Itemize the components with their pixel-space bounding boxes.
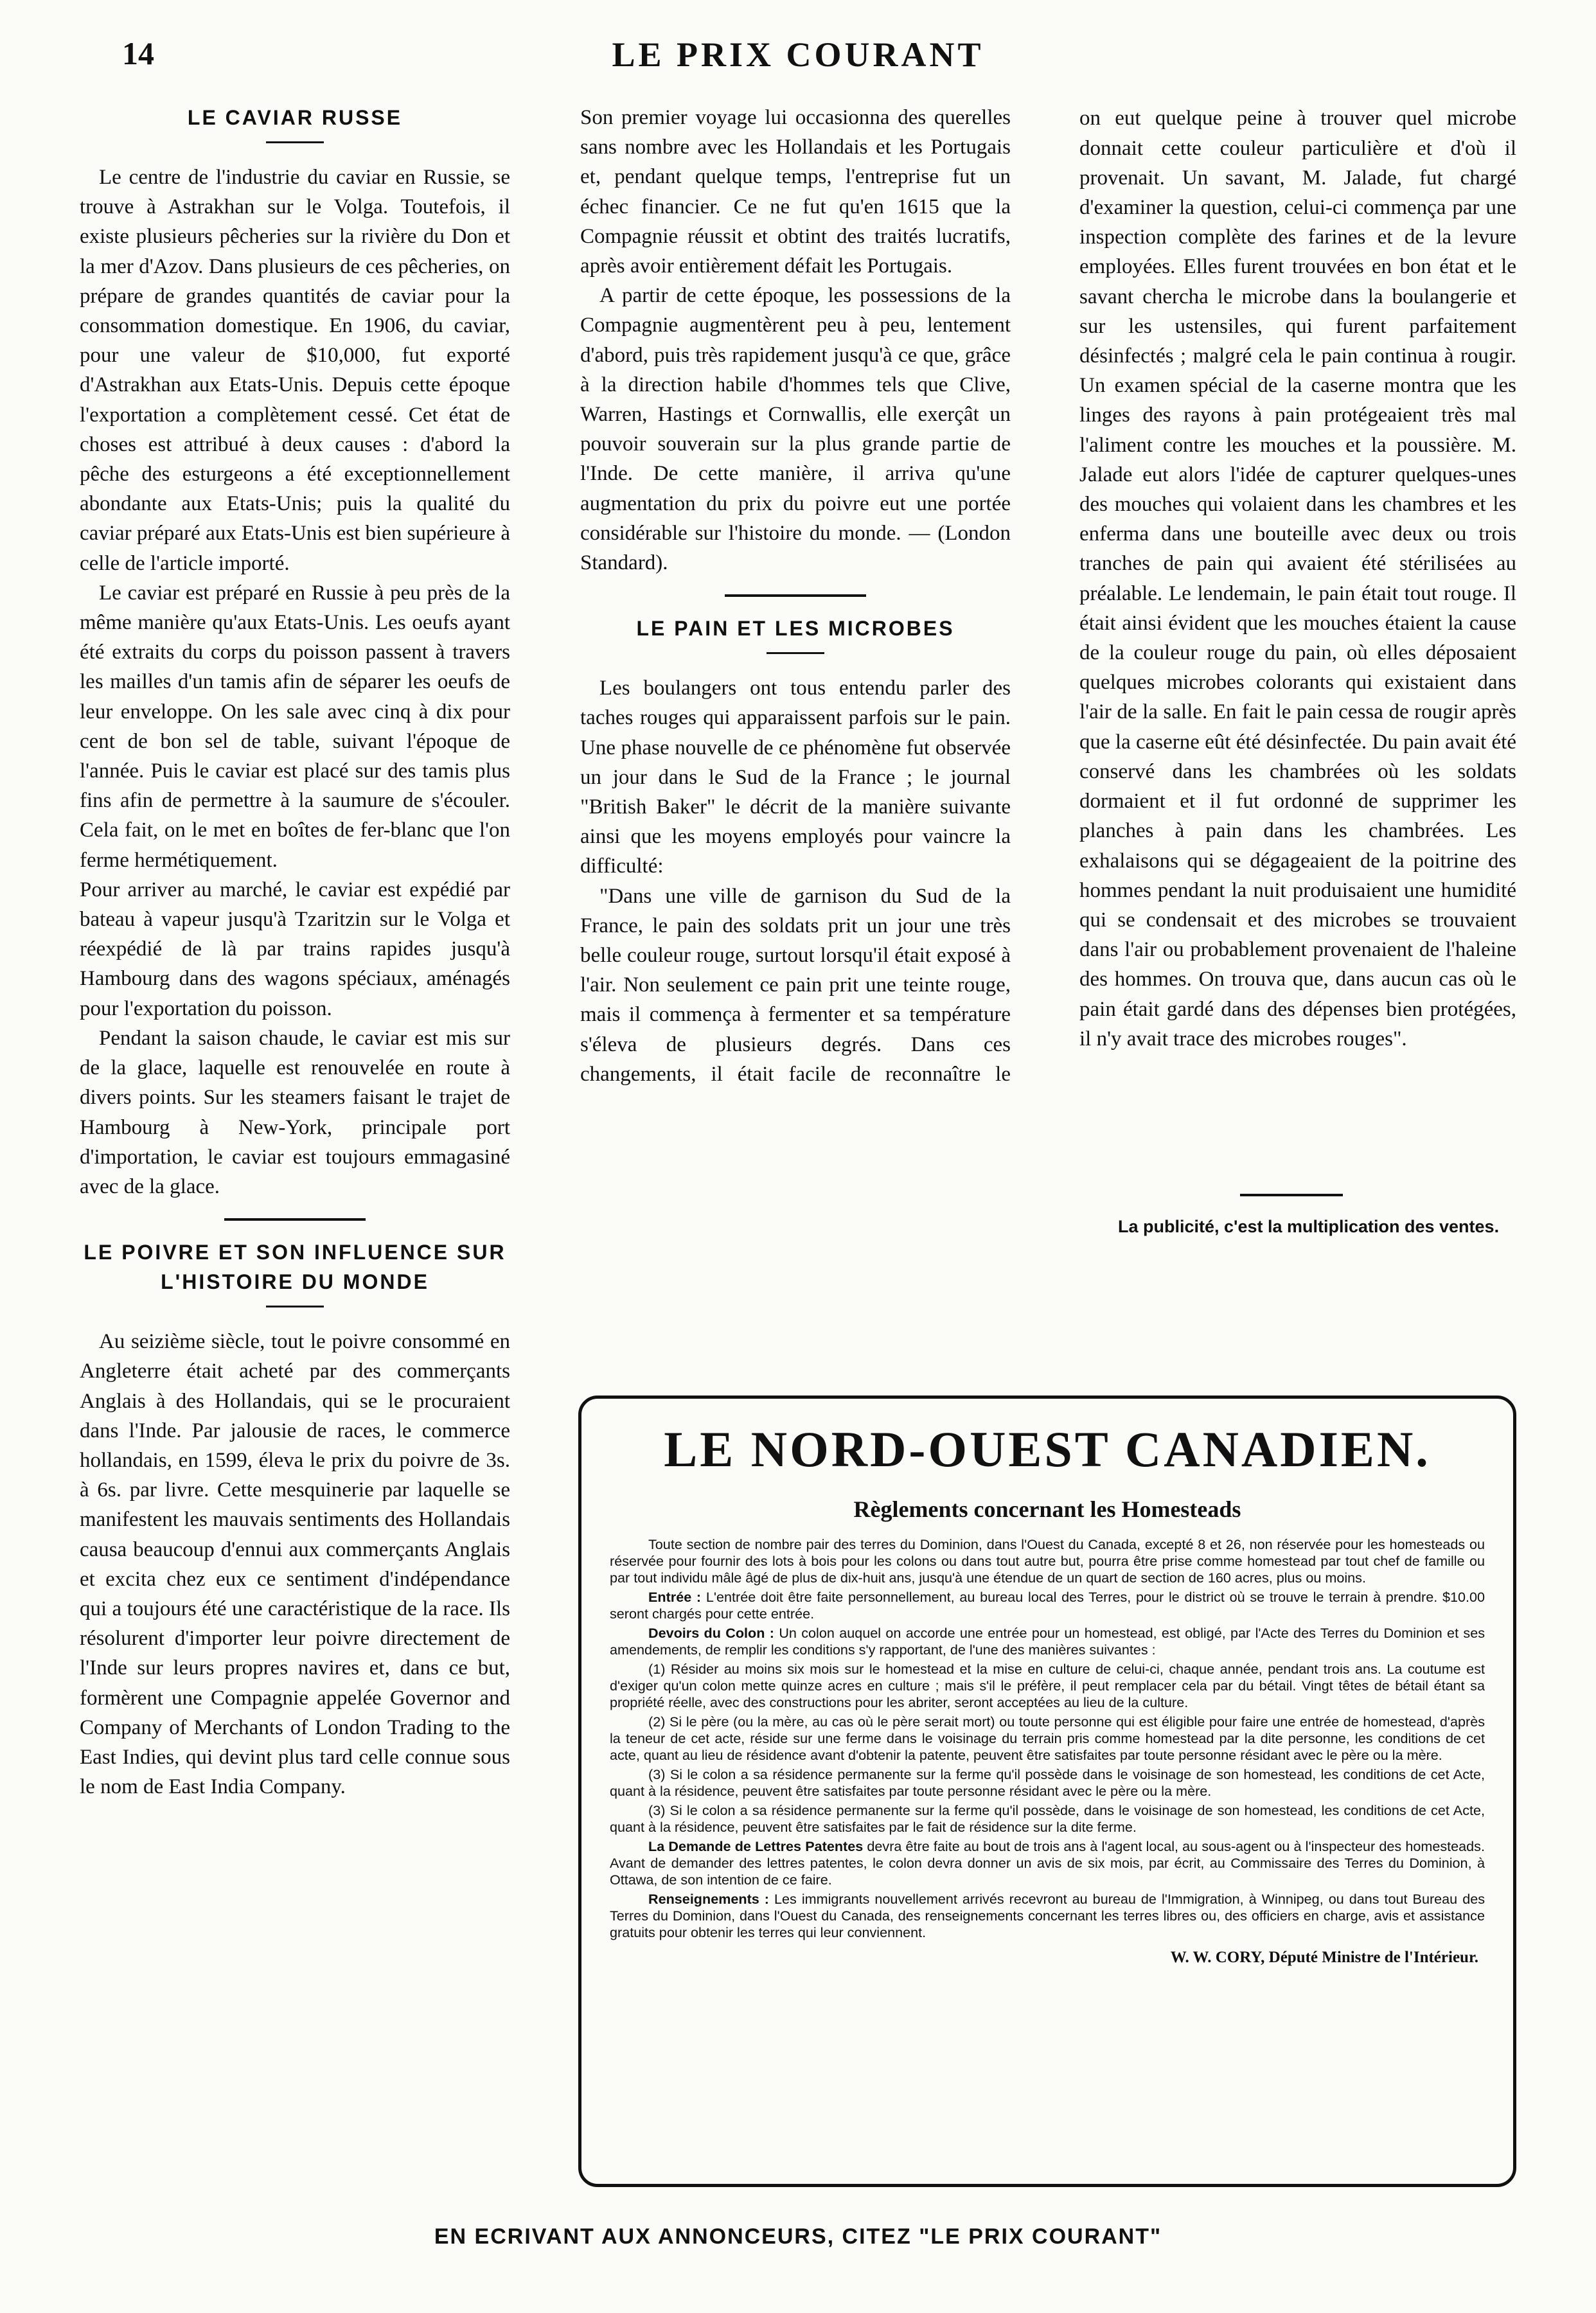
notice-title: LE NORD-OUEST CANADIEN. (664, 1421, 1431, 1477)
column-left (80, 103, 510, 1802)
title-rule (266, 141, 324, 143)
poivre-paragraph: Son premier voyage lui occasionna des querelles sans nombre avec les Hollandais et les Portugais et, pendant quelque temps, l'entreprise fut un échec financier. Ce ne fut qu'en 1615 que la Compagnie réussit et obtint des traités lucratifs, après avoir entièrement défait les Portugais. (580, 106, 1011, 278)
publicity-note: La publicité, c'est la multiplication des ventes. (1118, 1217, 1500, 1236)
notice-devoirs-label: Devoirs du Colon : (648, 1625, 774, 1641)
title-rule (266, 1306, 324, 1307)
notice-entree-label: Entrée : (648, 1589, 702, 1605)
page-title: LE PRIX COURANT (612, 35, 984, 74)
caviar-paragraph: Pour arriver au marché, le caviar est expédié par bateau à vapeur jusqu'à Tzaritzin sur le Volga et réexpédié de là par trains rapides jusqu'à Hambourg dans des wagons spéciaux, aménagés pour l'exportation du poisson. (80, 878, 510, 1020)
notice-entree (610, 1589, 1485, 1622)
notice-demande-text: devra être faite au bout de trois ans à l'agent local, au sous-agent ou à l'inspecteur des homesteads. Avant de demander des lettres patentes, le colon devra donner un avis de six mois, par écrit, au Commissaire des Terres du Dominion, à Ottawa, de son intention de ce faire. (610, 1838, 1485, 1888)
page-number: 14 (122, 35, 154, 71)
column-right (1079, 103, 1516, 1241)
notice-item: (3) Si le colon a sa résidence permanente sur la ferme qu'il possède dans le voisinage de son homestead, les conditions de cet Acte, quant à la résidence, peuvent être satisfaites par toute personne résidant avec le père ou la mère. (610, 1766, 1485, 1799)
article-title-caviar: LE CAVIAR RUSSE (187, 106, 403, 129)
pain-continuation (1079, 103, 1516, 1178)
article-separator (725, 594, 866, 597)
notice-renseignements (610, 1891, 1485, 1941)
poivre-paragraph: A partir de cette époque, les possessions de la Compagnie augmentèrent peu à peu, lentement d'abord, puis très rapidement jusqu'à ce que, grâce à la direction habile d'hommes tels que Clive, Warren, Hastings et Cornwallis, elle exerçât un pouvoir souverain sur la plus grande partie de l'Inde. De cette manière, il arriva qu'une augmentation du prix du poivre eut une portée considérable sur l'histoire du monde. — (London Standard). (580, 284, 1011, 575)
pain-paragraph-continued: on eut quelque peine à trouver quel microbe donnait cette couleur particulière et d'où il provenait. Un savant, M. Jalade, fut chargé d'examiner la question, celui-ci commença par une inspection complète des farines et de la levure employées. Elles furent trouvées en bon état et le savant chercha le microbe dans la boulangerie et sur les ustensiles, qui furent parfaitement désinfectés ; malgré cela le pain continua à rougir. Un examen spécial de la caserne montra que les linges des rayons à pain protégeaient très mal l'aliment contre les mouches et la poussière. M. Jalade eut alors l'idée de capturer quelques-unes des mouches qui volaient dans les chambres et les enferma dans une bouteille avec deux ou trois tranches de pain qui avaient été stérilisées au préalable. Le lendemain, le pain était tout rouge. Il était ainsi évident que les mouches étaient la cause de la couleur rouge du pain, où elles déposaient quelques microbes colorants qui existaient dans l'air de la salle. En fait le pain cessa de rougir après que la caserne eût été désinfectée. Du pain avait été conservé dans les chambrées où les soldats dormaient et il fut ordonné de supprimer les planches à pain dans les chambrées. Les exhalaisons qui se dégageaient de la poitrine des hommes pendant la nuit produisaient une humidité qui se condensait et des microbes se trouvaient dans l'air ou probablement provenaient de l'haleine des hommes. On trouva que, dans aucun cas où le pain était gardé dans des dépenses bien protégées, il n'y avait trace des microbes rouges". (1079, 107, 1516, 1050)
notice-demande (610, 1838, 1485, 1888)
article-title-poivre: LE POIVRE ET SON INFLUENCE SUR L'HISTOIRE DU MONDE (84, 1241, 506, 1294)
notice-renseignements-label: Renseignements : (648, 1891, 769, 1907)
notice-item: (1) Résider au moins six mois sur le homestead et la mise en culture de celui-ci, chaque année, pendant trois ans. La coutume est d'exiger qu'un colon mette quinze acres en culture ; mais s'il le préfère, il peut remplacer cela par du bétail. Vingt têtes de bétail étant sa propriété réelle, avec des constructions pour les abriter, seront acceptées au lieu de la culture. (610, 1661, 1485, 1710)
column-middle (580, 103, 1011, 1088)
footer-note: EN ECRIVANT AUX ANNONCEURS, CITEZ "LE PRIX COURANT" (434, 2224, 1162, 2249)
notice-subtitle: Règlements concernant les Homesteads (853, 1496, 1241, 1522)
pain-paragraph: "Dans une ville de garnison du Sud de la France, le pain des soldats prit un jour une très belle couleur rouge, surtout lorsqu'il était exposé à l'air. Non seulement ce pain prit une teinte rouge, mais il commença à fermenter et sa température s'éleva de plusieurs degrés. Dans ces changements, il était facile de reconnaître le (580, 884, 1011, 1086)
title-rule (767, 652, 824, 654)
notice-item: (3) Si le colon a sa résidence permanente sur la ferme qu'il possède, dans le voisinage de son homestead, les conditions de cet Acte, quant à la résidence, peuvent être satisfaites par le fait de résidence sur la dite ferme. (610, 1802, 1485, 1835)
article-separator (1240, 1194, 1343, 1196)
caviar-paragraph: Le centre de l'industrie du caviar en Russie, se trouve à Astrakhan sur le Volga. Toutefois, il existe plusieurs pêcheries sur la rivière du Don et la mer d'Azov. Dans plusieurs de ces pêcheries, on prépare de grandes quantités de caviar pour la consommation domestique. En 1906, du caviar, pour une valeur de $10,000, fut exporté d'Astrakhan aux Etats-Unis. Depuis cette époque l'exportation a complètement cessé. Cet état de choses est attribué à deux causes : d'abord la pêche des esturgeons a été exceptionnellement abondante aux Etats-Unis; puis la qualité du caviar préparé aux Etats-Unis est bien supérieure à celle de l'article importé. (80, 166, 510, 575)
notice-item: (2) Si le père (ou la mère, au cas où le père serait mort) ou toute personne qui est éligible pour faire une entrée de homestead, d'après la teneur de cet acte, réside sur une ferme dans le voisinage du terrain pris comme homestead par la dite personne, les conditions de cet acte, quant au lieu de résidence avant d'obtenir la patente, peuvent être satisfaites par toute personne résidant avec le père ou la mère. (610, 1714, 1485, 1763)
notice-demande-label: La Demande de Lettres Patentes (648, 1838, 864, 1854)
article-title-pain: LE PAIN ET LES MICROBES (636, 617, 955, 641)
caviar-paragraph: Le caviar est préparé en Russie à peu près de la même manière qu'aux Etats-Unis. Les oeufs ayant été extraits du corps du poisson passent à travers les mailles d'un tamis afin de séparer les oeufs de leur enveloppe. On les sale avec cinq à dix pour cent de bon sel de table, suivant l'époque de l'année. Puis le caviar est placé sur des tamis plus fins afin de permettre à la saumure de s'écouler. Cela fait, on le met en boîtes de fer-blanc que l'on ferme hermétiquement. (80, 581, 510, 872)
poivre-paragraph: Au seizième siècle, tout le poivre consommé en Angleterre était acheté par des commerçants Anglais à des Hollandais, qui se le procuraient dans l'Inde. Par jalousie de races, le commerce hollandais, en 1599, éleva le prix du poivre de 3s. à 6s. par livre. Cette mesquinerie par laquelle se manifestent les mauvais sentiments des Hollandais causa beaucoup d'ennui aux commerçants Anglais et excita chez eux ce sentiment d'indépendance qui a toujours été une caractéristique de la race. Ils résolurent d'importer leur poivre directement de l'Inde sur leurs propres navires et, dans ce but, formèrent une Compagnie appelée Governor and Company of Merchants of London Trading to the East Indies, qui devint plus tard celle connue sous le nom de East India Company. (80, 1330, 510, 1799)
article-separator (224, 1218, 366, 1221)
advertisement-notice (578, 1396, 1516, 2187)
notice-renseignements-text: Les immigrants nouvellement arrivés recevront au bureau de l'Immigration, à Winnipeg, ou dans tout Bureau des Terres du Dominion, dans l'Ouest du Canada, des renseignements concernant les terres libres ou, des officiers en charge, avis et assistance gratuits pour obtenir les terres qui leur conviennent. (610, 1891, 1485, 1940)
notice-signature: W. W. CORY, Député Ministre de l'Intérieur. (1170, 1949, 1478, 1966)
notice-devoirs-text: Un colon auquel on accorde une entrée pour un homestead, est obligé, par l'Acte des Terres du Dominion et ses amendements, de remplir les conditions s'y rapportant, de l'une des manières suivantes : (610, 1625, 1485, 1658)
caviar-paragraph: Pendant la saison chaude, le caviar est mis sur de la glace, laquelle est renouvelée en route à divers points. Sur les steamers faisant le trajet de Hambourg à New-York, principale port d'importation, le caviar est toujours emmagasiné avec de la glace. (80, 1026, 510, 1198)
pain-paragraph: Les boulangers ont tous entendu parler des taches rouges qui apparaissent parfois sur le pain. Une phase nouvelle de ce phénomène fut observée un jour dans le Sud de la France ; le journal "British Baker" le décrit de la manière suivante ainsi que les moyens employés pour vaincre la difficulté: (580, 677, 1011, 878)
notice-entree-text: L'entrée doit être faite personnellement, au bureau local des Terres, pour le district où se trouve le terrain à prendre. $10.00 seront chargés pour cette entrée. (610, 1589, 1485, 1622)
notice-intro: Toute section de nombre pair des terres du Dominion, dans l'Ouest du Canada, excepté 8 et 26, non réservée pour les homesteads ou réservée pour fournir des lots à bois pour les colons ou dans tout autre but, pourra être prise comme homestead par tout chef de famille ou par tout individu mâle âgé de plus de dix-huit ans, jusqu'à une étendue de un quart de section de 160 acres, plus ou moins. (610, 1536, 1485, 1586)
notice-devoirs (610, 1625, 1485, 1658)
